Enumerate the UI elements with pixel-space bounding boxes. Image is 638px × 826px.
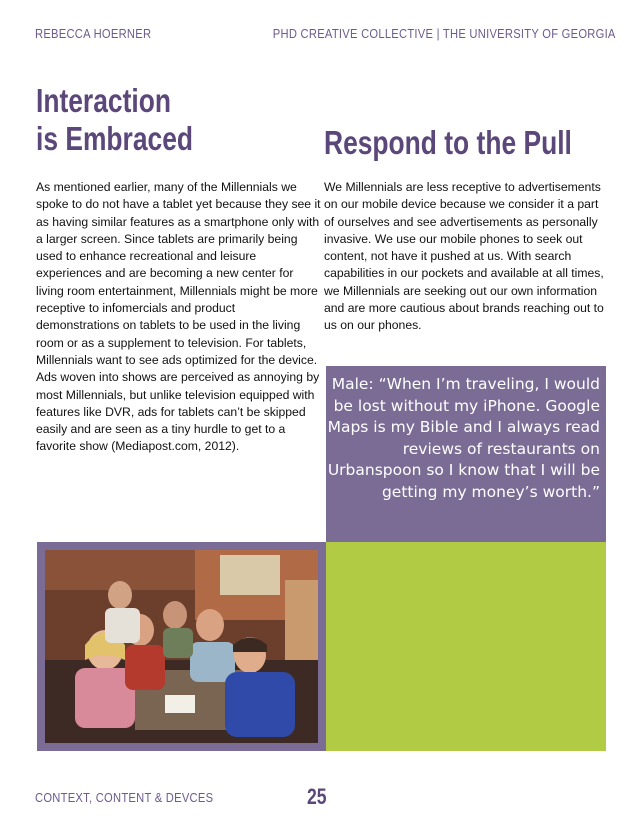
left-section-title [36,82,193,158]
right-section-title: Respond to the Pull [324,124,572,161]
left-body-text: As mentioned earlier, many of the Millennials we spoke to do not have a tablet yet because they see it as having similar features as a smartphone only with a larger screen. Since tablets are primarily being used to enhance recreational and leisure experiences and are becoming a new center for living room entertainment, Millennials might be more receptive to infomercials and product demonstrations on tablets to be used in the living room or as a supplement to television. For tablets, Millennials want to see ads optimized for the device. Ads woven into shows are perceived as annoying by most Millennials, but unlike television equipped with features like DVR, ads for tablets can’t be skipped easily and are seen as a tiny hurdle to get to a favorite show (Mediapost.com, 2012). [36,180,321,454]
pull-quote: Male: “When I’m traveling, I would be lost without my iPhone. Google Maps is my Bible and I always read reviews of restaurants on Urbanspoon so I know that I will be getting my money’s worth.” [327,375,600,501]
right-body-text: We Millennials are less receptive to advertisements on our mobile device because we consider it a part of ourselves and see advertisements as personally invasive. We use our mobile phones to seek out content, not have it pushed at us. With search capabilities in our pockets and available at all times, we Millennials are seeking out our own information and are more cautious about brands reaching out to us on our phones. [324,180,604,333]
left-title-line-2: is Embraced [36,120,194,157]
page-number: 25 [307,784,327,809]
left-title-line-1: Interaction [36,82,171,119]
quote-box [326,366,606,542]
green-accent-box [326,542,606,751]
header-author: REBECCA HOERNER [35,26,152,41]
students-photo [45,550,318,743]
header-organization: PHD CREATIVE COLLECTIVE | THE UNIVERSITY OF GEORGIA [273,26,616,41]
students-photo-illustration [45,550,318,743]
footer-section-title: CONTEXT, CONTENT & DEVCES [35,790,214,805]
photo-frame [37,542,326,751]
